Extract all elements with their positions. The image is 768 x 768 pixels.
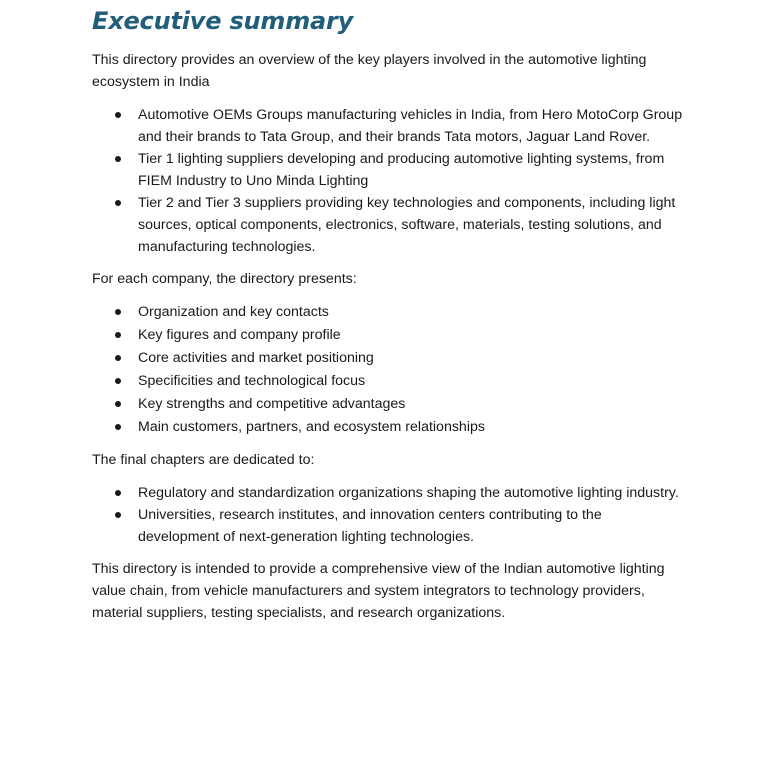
conclusion-paragraph: This directory is intended to provide a comprehensive view of the Indian automotive lighting value chain, from vehicle manufacturers and system integrators to technology providers, material suppliers, testing specialists, and research organizations. [92,561,665,621]
list-item-text: Main customers, partners, and ecosystem relationships [138,419,485,435]
players-list [92,104,684,258]
bullet-icon [115,512,121,518]
company-intro-paragraph: For each company, the directory presents: [92,271,357,287]
company-items-list [92,301,684,438]
bullet-icon [115,355,121,361]
list-item-text: Regulatory and standardization organizations shaping the automotive lighting industry. [138,485,679,501]
list-item-text: Universities, research institutes, and innovation centers contributing to the development of next-generation lighting technologies. [138,507,602,545]
bullet-icon [115,112,121,118]
list-item-text: Tier 2 and Tier 3 suppliers providing key technologies and components, including light sources, optical components, electronics, software, materials, testing solutions, and manufacturing technologies. [138,195,676,255]
list-item [92,148,684,192]
final-intro-paragraph: The final chapters are dedicated to: [92,452,315,468]
bullet-icon [115,424,121,430]
bullet-icon [115,332,121,338]
intro-paragraph: This directory provides an overview of the key players involved in the automotive lighting ecosystem in India [92,52,647,90]
final-items-list [92,482,684,548]
list-item-text: Specificities and technological focus [138,373,366,389]
list-item [92,416,684,438]
list-item [92,104,684,148]
list-item [92,393,684,415]
bullet-icon [115,401,121,407]
page-title: Executive summary [92,7,354,35]
document-page [92,4,684,624]
list-item [92,370,684,392]
list-item [92,504,684,548]
list-item-text: Tier 1 lighting suppliers developing and producing automotive lighting systems, from FIEM Industry to Uno Minda Lighting [138,151,665,189]
bullet-icon [115,378,121,384]
list-item [92,192,684,258]
list-item-text: Automotive OEMs Groups manufacturing vehicles in India, from Hero MotoCorp Group and their brands to Tata Group, and their brands Tata motors, Jaguar Land Rover. [138,107,683,145]
list-item-text: Core activities and market positioning [138,350,374,366]
list-item [92,301,684,323]
bullet-icon [115,156,121,162]
list-item-text: Organization and key contacts [138,304,329,320]
list-item [92,324,684,346]
list-item [92,347,684,369]
bullet-icon [115,200,121,206]
list-item [92,482,684,504]
list-item-text: Key figures and company profile [138,327,341,343]
bullet-icon [115,309,121,315]
list-item-text: Key strengths and competitive advantages [138,396,406,412]
bullet-icon [115,490,121,496]
